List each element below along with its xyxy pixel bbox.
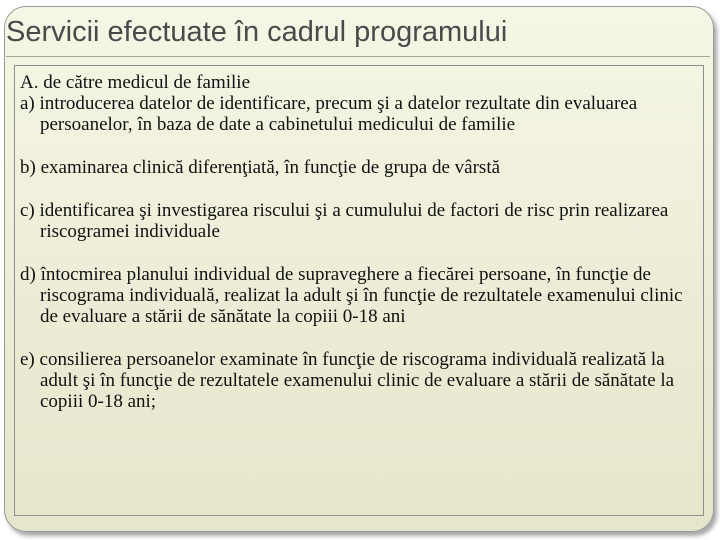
- list-item-a: a) introducerea datelor de identificare, precum şi a datelor rezultate din evaluarea persoanelor, în baza de date a cabinetului medicului de familie: [20, 93, 638, 135]
- slide-title: Servicii efectuate în cadrul programului: [6, 16, 508, 48]
- list-item-d: d) întocmirea planului individual de supraveghere a fiecărei persoane, în funcţie de riscograma individuală, realizat la adult şi în funcţie de rezultatele examenului clinic de evaluare a stării de sănătate la copiii 0-18 ani: [20, 264, 683, 327]
- list-item-e: e) consilierea persoanelor examinate în funcţie de riscograma individuală realizată la adult şi în funcţie de rezultatele examenului clinic de evaluare a stării de sănătate la copiii 0-18 ani;: [20, 349, 675, 412]
- title-divider: [6, 56, 710, 57]
- list-item-c: c) identificarea şi investigarea riscului şi a cumulului de factori de risc prin realizarea riscogramei individuale: [20, 200, 669, 242]
- list-item-b: b) examinarea clinică diferenţiată, în funcţie de grupa de vârstă: [20, 157, 501, 178]
- section-heading: A. de către medicul de familie: [20, 72, 251, 93]
- content-body: [20, 72, 704, 412]
